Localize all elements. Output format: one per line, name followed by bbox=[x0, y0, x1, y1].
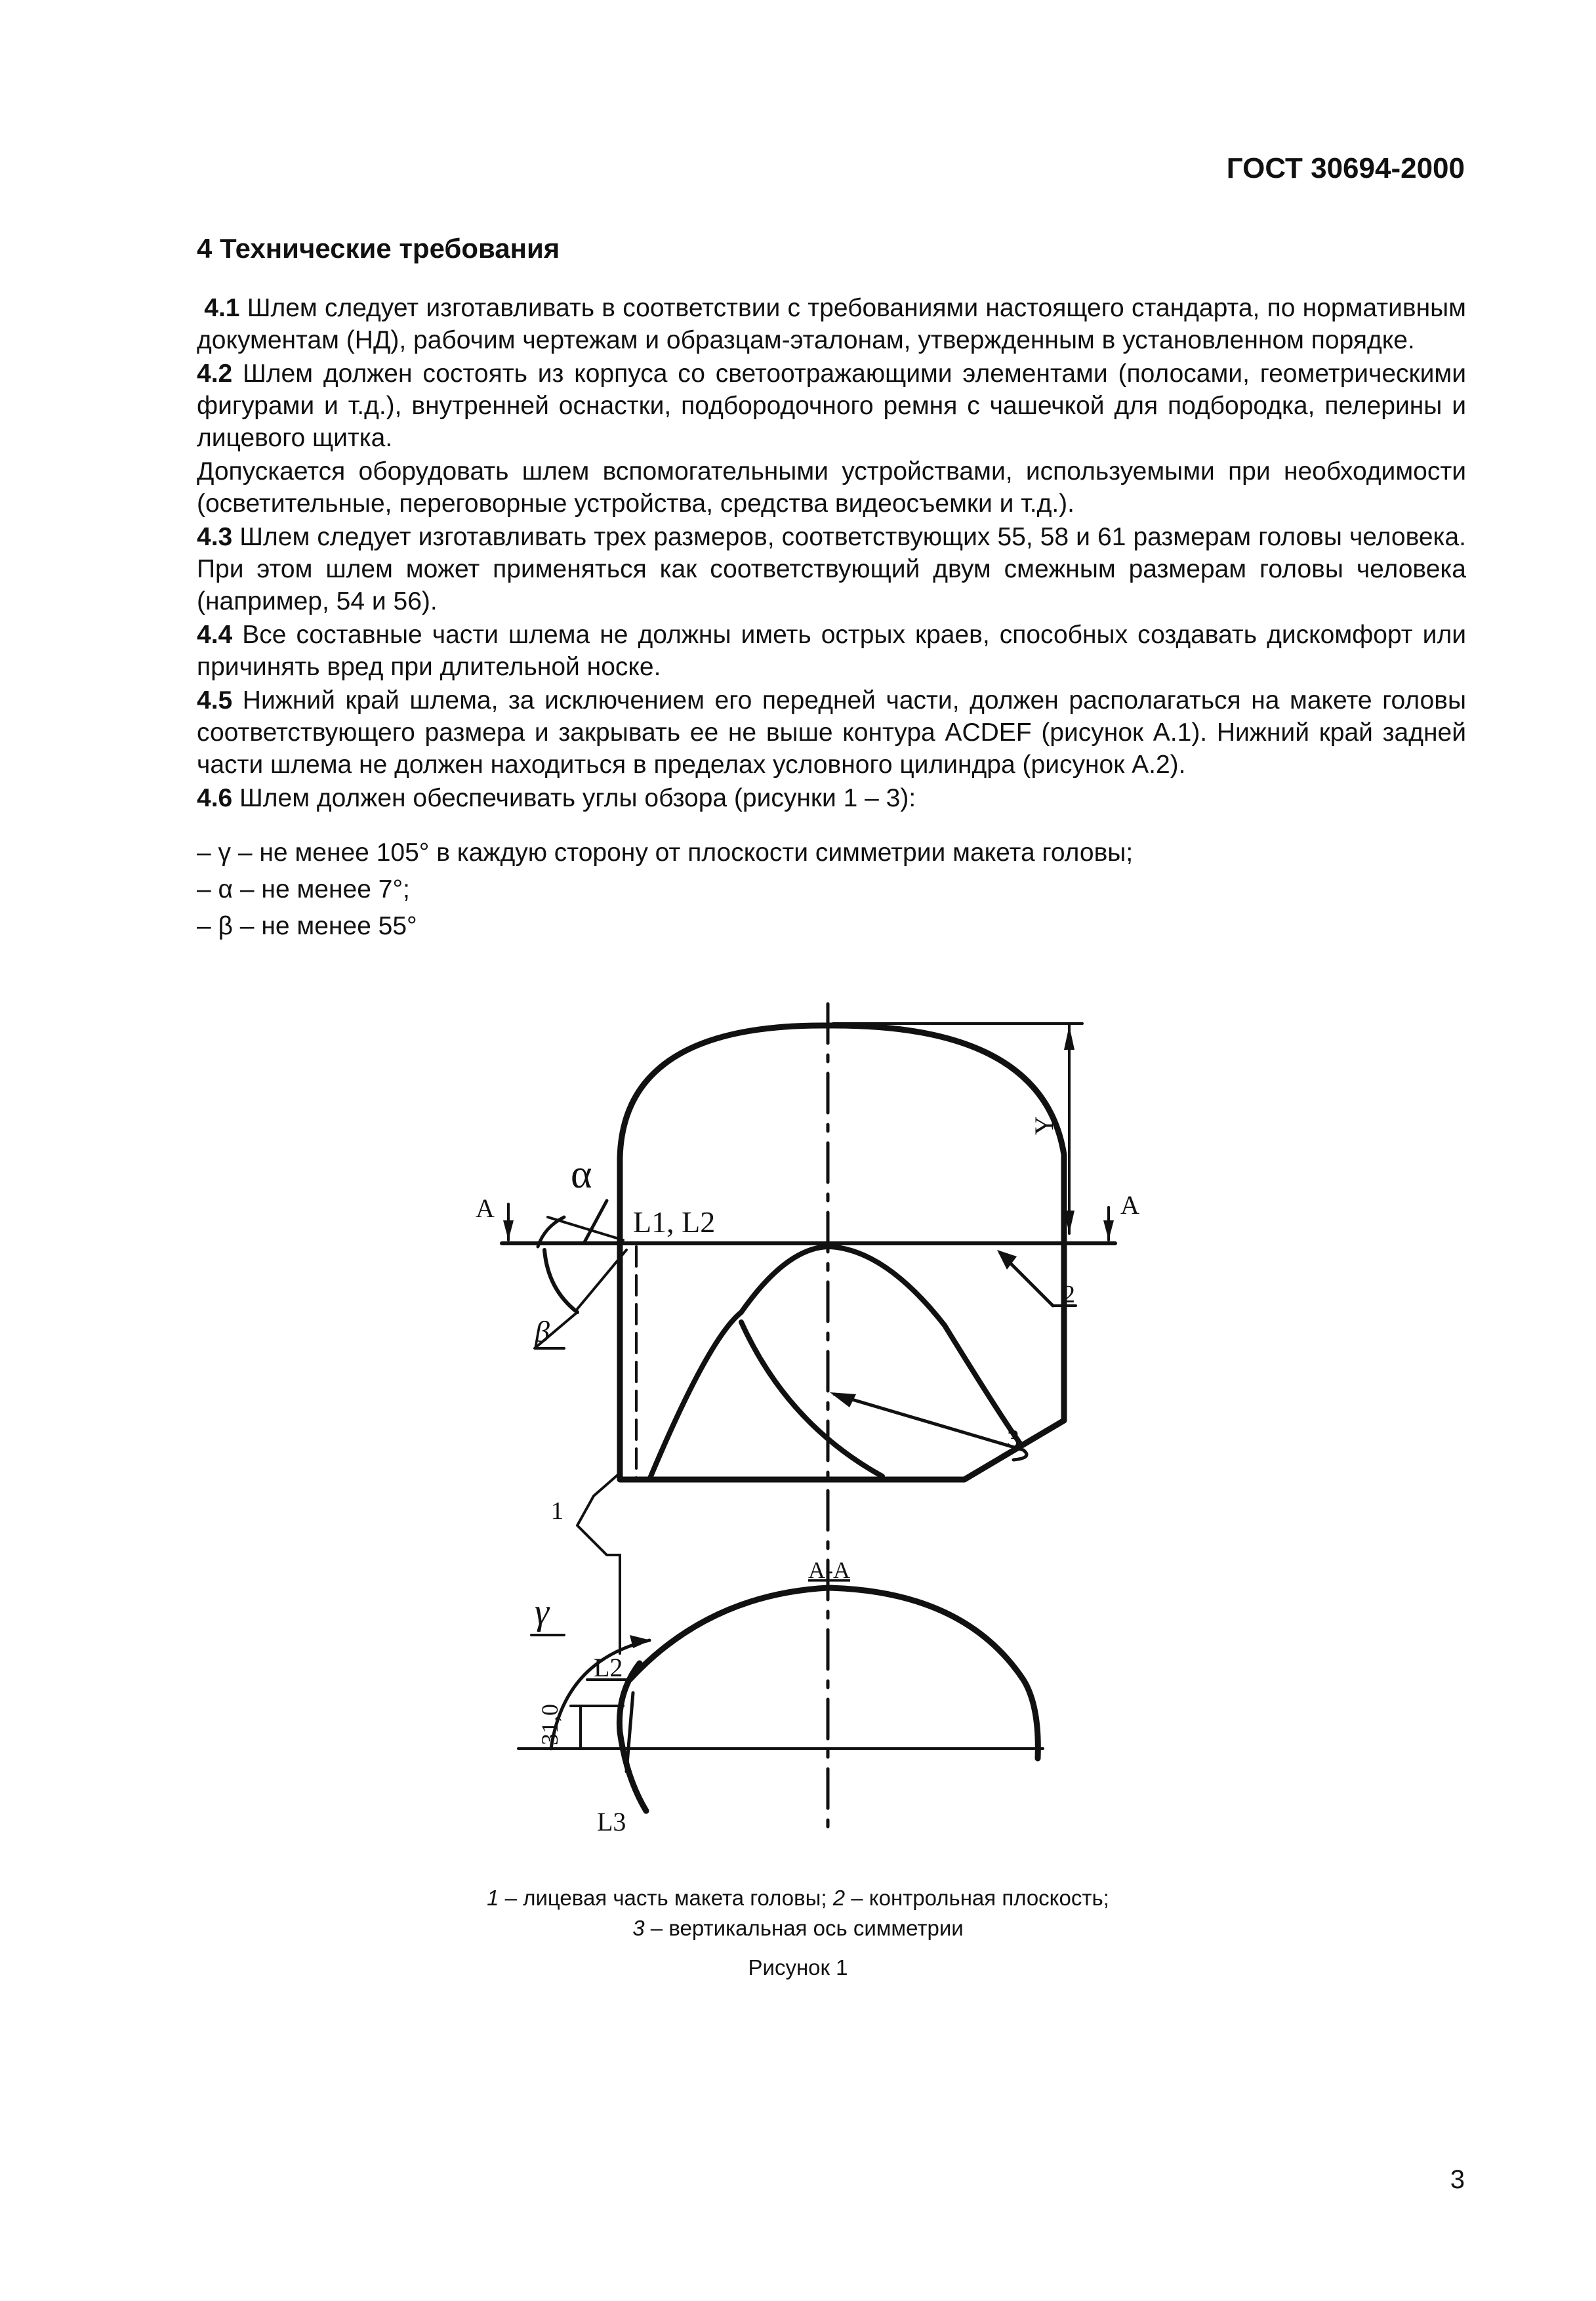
caption-text-1: – лицевая часть макета головы; bbox=[499, 1886, 833, 1910]
figure-label: Рисунок 1 bbox=[748, 1955, 848, 1980]
caption-num-1: 1 bbox=[487, 1886, 499, 1910]
list-item: – γ – не менее 105° в каждую сторону от плоскости симметрии макета головы; bbox=[197, 839, 1134, 867]
page-number: 3 bbox=[1450, 2165, 1465, 2194]
paragraph-number: 4.5 bbox=[197, 686, 233, 715]
paragraph-4-5 bbox=[197, 684, 1466, 781]
figure-caption bbox=[0, 1883, 1596, 1943]
section-label: A-A bbox=[808, 1557, 850, 1583]
caption-text-2: – контрольная плоскость; bbox=[845, 1886, 1109, 1910]
paragraph-number: 4.6 bbox=[197, 784, 233, 812]
beta-label: β bbox=[535, 1315, 550, 1348]
a-right-arrow bbox=[1103, 1220, 1114, 1240]
section-arc-left bbox=[619, 1663, 646, 1811]
inner-curve-right bbox=[741, 1322, 882, 1476]
paragraph-additional bbox=[197, 455, 1466, 520]
dim-31-label: 31,0 bbox=[537, 1704, 563, 1745]
beta-arc bbox=[544, 1250, 577, 1312]
caption-text-3: – вертикальная ось симметрии bbox=[644, 1916, 964, 1940]
l1-l2-label: L1, L2 bbox=[633, 1205, 716, 1239]
l3-leader bbox=[626, 1693, 633, 1772]
paragraph-4-2 bbox=[197, 358, 1466, 454]
section-title: 4 Технические требования bbox=[197, 233, 560, 264]
gamma-arrow bbox=[630, 1635, 651, 1648]
label-2: 2 bbox=[1063, 1281, 1075, 1308]
paragraph-4-6 bbox=[197, 782, 1466, 814]
caption-line-1 bbox=[0, 1883, 1596, 1913]
label-3: 3 bbox=[1007, 1425, 1019, 1453]
l3-label: L3 bbox=[597, 1807, 626, 1836]
caption-num-3: 3 bbox=[632, 1916, 645, 1940]
l2-label: L2 bbox=[594, 1653, 623, 1682]
paragraph-text: Шлем должен обеспечивать углы обзора (рисунки 1 – 3): bbox=[232, 784, 916, 812]
paragraph-text: Шлем должен состоять из корпуса со светоотражающими элементами (полосами, геометрическими фигурами и т.д.), внутренней оснастки, подбородочного ремня с чашечкой для подбородка, пелерины и лицевого щитка. bbox=[197, 360, 1466, 452]
y-label: Y bbox=[1029, 1116, 1059, 1135]
paragraph-4-1 bbox=[197, 292, 1466, 356]
paragraph-text: Шлем следует изготавливать трех размеров, соответствующих 55, 58 и 61 размерам головы человека. При этом шлем может применяться как соответствующий двум смежным размерам головы человека (например, 54 и 56). bbox=[197, 523, 1466, 615]
paragraph-number: 4.2 bbox=[197, 360, 233, 388]
alpha-label: α bbox=[571, 1152, 592, 1197]
caption-num-2: 2 bbox=[832, 1886, 846, 1910]
alpha-leader bbox=[584, 1201, 607, 1243]
figure-1-drawing bbox=[0, 971, 1596, 1844]
label-1: 1 bbox=[551, 1497, 563, 1525]
a-right-label: A bbox=[1120, 1190, 1139, 1220]
paragraph-number: 4.4 bbox=[197, 621, 233, 649]
paragraph-text: Допускается оборудовать шлем вспомогательными устройствами, используемыми при необходимости (осветительные, переговорные устройства, средства видеосъемки и т.д.). bbox=[197, 457, 1466, 518]
list-item: – α – не менее 7°; bbox=[197, 875, 410, 903]
leader-1 bbox=[577, 1473, 620, 1555]
document-code: ГОСТ 30694-2000 bbox=[1226, 152, 1465, 184]
view-angle-list bbox=[197, 835, 1133, 945]
paragraph-number: 4.1 bbox=[204, 294, 240, 322]
paragraph-4-3 bbox=[197, 521, 1466, 617]
gamma-label: γ bbox=[535, 1592, 550, 1632]
section-arc bbox=[630, 1588, 1038, 1758]
y-arrow-top bbox=[1064, 1026, 1074, 1050]
caption-line-2 bbox=[0, 1913, 1596, 1943]
arrowhead-3 bbox=[830, 1392, 856, 1407]
paragraph-text: Шлем следует изготавливать в соответствии с требованиями настоящего стандарта, по нормативным документам (НД), рабочим чертежам и образцам-эталонам, утвержденным в установленном порядке. bbox=[197, 294, 1466, 354]
a-left-arrow bbox=[503, 1220, 514, 1240]
paragraph-number: 4.3 bbox=[197, 523, 233, 551]
list-item: – β – не менее 55° bbox=[197, 912, 417, 940]
paragraph-text: Все составные части шлема не должны иметь острых краев, способных создавать дискомфорт или причинять вред при длительной носке. bbox=[197, 621, 1466, 681]
alpha-ray bbox=[548, 1217, 623, 1240]
a-left-label: A bbox=[476, 1193, 495, 1223]
paragraph-4-4 bbox=[197, 619, 1466, 683]
body-text bbox=[197, 292, 1466, 816]
paragraph-text: Нижний край шлема, за исключением его передней части, должен располагаться на макете головы соответствующего размера и закрывать ее не выше контура ACDEF (рисунок А.1). Нижний край задней части шлема не должен находиться в пределах условного цилиндра (рисунок А.2). bbox=[197, 686, 1466, 779]
